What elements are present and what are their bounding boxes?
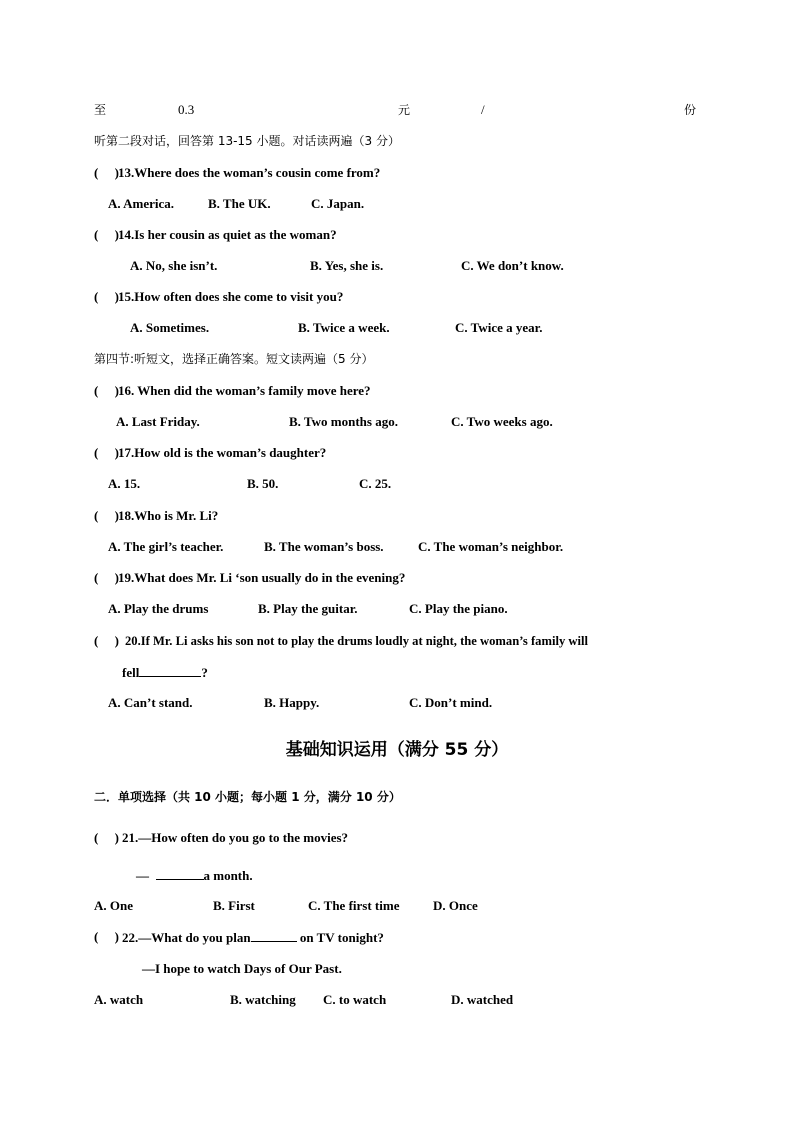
price-value: 0.3 [178,102,195,117]
question-13: 13.Where does the woman’s cousin come from? [118,165,381,180]
option-22a: A. watch [94,992,144,1007]
option-21c: C. The first time [308,898,400,913]
option-17b: B. 50. [247,476,279,491]
question-22 [122,929,384,946]
question-19: 19.What does Mr. Li ‘son usually do in the evening? [118,570,406,585]
option-14a: A. No, she isn’t. [130,258,218,273]
answer-paren-19: ( ) [94,570,119,585]
option-16b: B. Two months ago. [289,414,398,429]
option-21b: B. First [213,898,255,913]
option-19a: A. Play the drums [108,601,209,616]
option-21d: D. Once [433,898,478,913]
question-20-continued [122,664,208,681]
price-per-copy: 份 [684,103,697,117]
reply-22: —I hope to watch Days of Our Past. [142,961,342,976]
answer-paren-17: ( ) [94,445,119,460]
option-15a: A. Sometimes. [130,320,210,335]
answer-paren-16: ( ) [94,383,119,398]
answer-blank-20 [139,664,201,677]
option-13a: A. America. [108,196,175,211]
section-multiple-choice: 二．单项选择（共 10 小题；每小题 1 分，满分 10 分） [94,790,401,804]
price-slash: / [481,102,485,117]
option-20b: B. Happy. [264,695,320,710]
question-15: 15.How often does she come to visit you? [118,289,344,304]
answer-paren-21: ( ) [94,830,119,845]
option-15b: B. Twice a week. [298,320,390,335]
option-20c: C. Don’t mind. [409,695,493,710]
question-20-mark: ? [201,665,208,680]
question-18: 18.Who is Mr. Li? [118,508,219,523]
option-16c: C. Two weeks ago. [451,414,553,429]
option-14c: C. We don’t know. [461,258,564,273]
option-15c: C. Twice a year. [455,320,543,335]
option-19b: B. Play the guitar. [258,601,358,616]
answer-paren-22: ( ) [94,929,119,944]
question-14: 14.Is her cousin as quiet as the woman? [118,227,337,242]
option-22c: C. to watch [323,992,387,1007]
question-20: 20.If Mr. Li asks his son not to play the drums loudly at night, the woman’s family will [125,634,588,648]
option-18c: C. The woman’s neighbor. [418,539,564,554]
option-18b: B. The woman’s boss. [264,539,384,554]
option-13c: C. Japan. [311,196,365,211]
option-13b: B. The UK. [208,196,271,211]
part-heading: 基础知识运用（满分 55 分） [285,740,509,760]
reply-21 [136,867,253,884]
reply-21-dash: — [136,868,149,883]
option-18a: A. The girl’s teacher. [108,539,224,554]
answer-blank-22 [251,929,297,942]
answer-paren-15: ( ) [94,289,119,304]
question-21: 21.—How often do you go to the movies? [122,830,349,845]
price-unit: 元 [398,103,411,117]
section-dialogue-2: 听第二段对话，回答第 13-15 小题。对话读两遍（3 分） [94,134,400,148]
section-part-4: 第四节:听短文，选择正确答案。短文读两遍（5 分） [94,352,374,366]
price-char-1: 至 [94,103,107,117]
option-19c: C. Play the piano. [409,601,508,616]
option-17c: C. 25. [359,476,392,491]
question-17: 17.How old is the woman’s daughter? [118,445,327,460]
reply-21-text: a month. [203,868,253,883]
option-20a: A. Can’t stand. [108,695,193,710]
question-20-word: fell [122,665,140,680]
option-16a: A. Last Friday. [116,414,200,429]
option-21a: A. One [94,898,133,913]
answer-paren-14: ( ) [94,227,119,242]
option-14b: B. Yes, she is. [310,258,384,273]
answer-paren-20: ( ) [94,633,119,648]
question-22-end: on TV tonight? [299,930,384,945]
question-16: 16. When did the woman’s family move here? [118,383,371,398]
option-22d: D. watched [451,992,514,1007]
answer-blank-21 [156,867,204,880]
question-22-start: 22.—What do you plan [122,930,251,945]
answer-paren-18: ( ) [94,508,119,523]
option-22b: B. watching [230,992,296,1007]
option-17a: A. 15. [108,476,141,491]
answer-paren-13: ( ) [94,165,119,180]
